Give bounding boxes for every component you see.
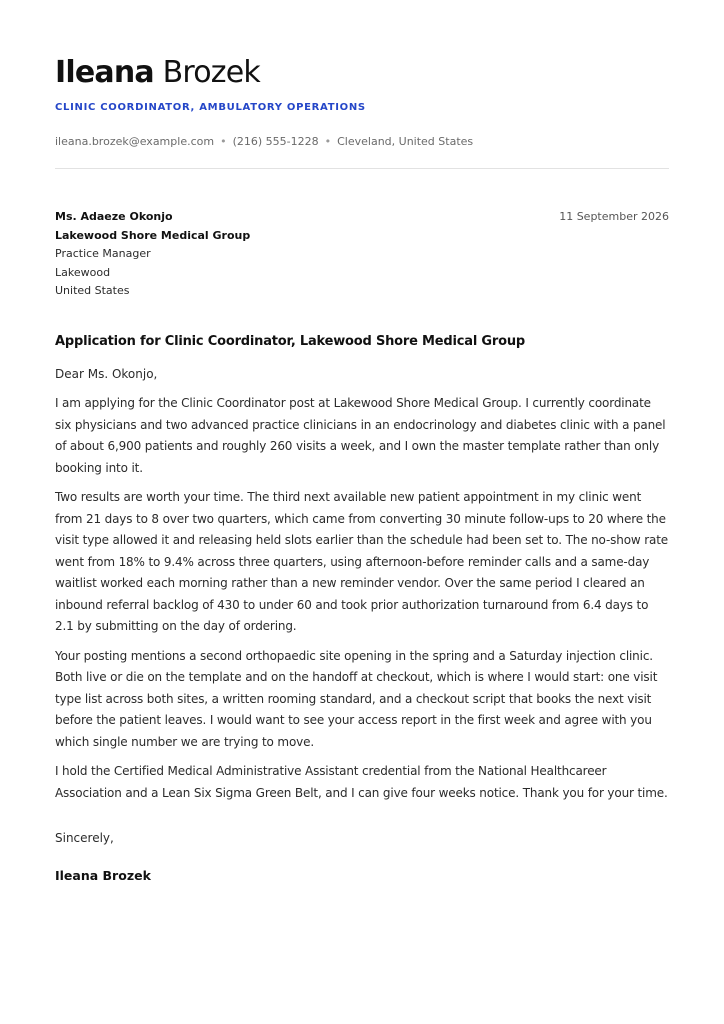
contact-phone: (216) 555-1228	[232, 135, 319, 148]
body-paragraph: Two results are worth your time. The third next available new patient appointment in my clinic went from 21 days to 8 over two quarters, which came from converting 30 minute follow-ups to 20 where the visit type allowed it and releasing held slots earlier than the schedule had been set to. The no-show rate went from 18% to 9.4% across three quarters, using afternoon-before reminder calls and a same-day waitlist worked each morning rather than a new reminder vendor. Over the same period I cleared an inbound referral backlog of 430 to under 60 and took prior authorization turnaround from 6.4 days to 2.1 by submitting on the day of ordering.	[55, 490, 668, 633]
recipient-title: Practice Manager	[55, 247, 151, 260]
letter-subject: Application for Clinic Coordinator, Lakewood Shore Medical Group	[55, 333, 526, 349]
recipient-city: Lakewood	[55, 265, 111, 279]
letter-date: 11 September 2026	[559, 210, 669, 223]
contact-separator: •	[324, 135, 332, 148]
contact-location: Cleveland, United States	[337, 135, 474, 148]
closing: Sincerely,	[55, 831, 114, 845]
applicant-last-name: Brozek	[162, 55, 260, 90]
contact-email: ileana.brozek@example.com	[55, 135, 215, 148]
letter-header	[55, 0, 669, 169]
body-paragraph: I am applying for the Clinic Coordinator post at Lakewood Shore Medical Group. I currently coordinate six physicians and two advanced practice clinicians in an endocrinology and diabetes clinic with a panel of about 6,900 patients and roughly 260 visits a week, and I own the master template rather than only booking into it.	[55, 396, 666, 475]
letter-body	[55, 393, 669, 804]
contact-separator: •	[220, 135, 227, 148]
contact-line	[55, 135, 669, 148]
applicant-role: CLINIC COORDINATOR, AMBULATORY OPERATIONS	[55, 102, 366, 113]
header-divider	[55, 168, 669, 169]
body-paragraph: Your posting mentions a second orthopaedic site opening in the spring and a Saturday injection clinic. Both live or die on the template and on the handoff at checkout, which is where I would start: one visit type list across both sites, a written rooming standard, and a checkout script that books the next visit before the patient leaves. I would want to see your access report in the first week and agree with you which single number we are trying to move.	[55, 648, 658, 749]
body-paragraph: I hold the Certified Medical Administrative Assistant credential from the National Healthcareer Association and a Lean Six Sigma Green Belt, and I can give four weeks notice. Thank you for your time.	[55, 764, 668, 800]
signature: Ileana Brozek	[55, 867, 151, 883]
recipient-name: Ms. Adaeze Okonjo	[55, 210, 173, 223]
salutation: Dear Ms. Okonjo,	[55, 366, 158, 381]
letter-meta	[55, 208, 669, 301]
recipient-organization: Lakewood Shore Medical Group	[55, 228, 251, 242]
recipient-country: United States	[55, 284, 130, 297]
applicant-first-name: Ileana	[55, 55, 154, 90]
applicant-name	[55, 55, 669, 91]
